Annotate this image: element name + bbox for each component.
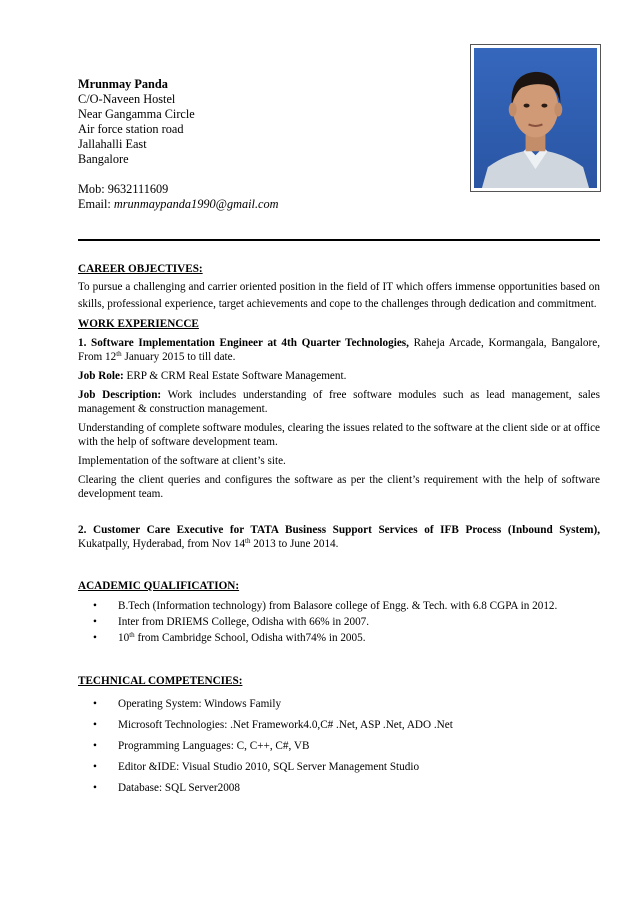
- academic-list: [78, 598, 600, 646]
- job1-paragraph: Understanding of complete software modules, clearing the issues related to the software at the client side or at office with the help of software development team.: [78, 422, 600, 448]
- job1-location: Raheja Arcade, Kormangala, Bangalore, From 12: [78, 337, 600, 363]
- academic-item-suffix: th: [129, 631, 135, 639]
- technical-item-text: Database: SQL Server2008: [118, 782, 240, 794]
- job1-role: [78, 369, 600, 383]
- email-line: [78, 197, 458, 212]
- job1-header: [78, 336, 600, 364]
- work-experience-heading: WORK EXPERIENCCE: [78, 318, 199, 330]
- job2-date-suffix: th: [245, 537, 251, 545]
- list-item: [78, 630, 600, 646]
- bullet-icon: •: [93, 632, 97, 644]
- list-item: [78, 778, 600, 799]
- technical-item-text: Operating System: Windows Family: [118, 698, 282, 710]
- job2-title: 2. Customer Care Executive for TATA Business Support Services of IFB Process (Inbound System),: [78, 524, 600, 536]
- email-address[interactable]: mrunmaypanda1990@gmail.com: [113, 197, 279, 211]
- job1-role-value: ERP & CRM Real Estate Software Management.: [123, 370, 347, 382]
- mobile-number: 9632111609: [107, 182, 169, 196]
- technical-item-text: Microsoft Technologies: .Net Framework4.0,C# .Net, ASP .Net, ADO .Net: [118, 719, 453, 731]
- bullet-icon: •: [93, 600, 97, 612]
- technical-item-text: Editor &IDE: Visual Studio 2010, SQL Server Management Studio: [118, 761, 420, 773]
- list-item: [78, 614, 600, 630]
- academic-qualification-heading: ACADEMIC QUALIFICATION:: [78, 580, 240, 592]
- job1-date-suffix: th: [116, 350, 122, 358]
- header-divider: [78, 239, 600, 241]
- job1-description-label: Job Description:: [78, 389, 162, 401]
- bullet-icon: •: [93, 740, 97, 752]
- address-line: Near Gangamma Circle: [78, 107, 195, 121]
- profile-photo-image: [474, 48, 597, 188]
- contact-header: [78, 77, 458, 212]
- list-item: [78, 694, 600, 715]
- bullet-icon: •: [93, 761, 97, 773]
- academic-item-number: 10: [118, 632, 130, 644]
- list-item: [78, 736, 600, 757]
- mobile-label: Mob:: [78, 182, 108, 196]
- address-line: C/O-Naveen Hostel: [78, 92, 176, 106]
- address-line: Jallahalli East: [78, 137, 147, 151]
- job1-paragraph: Implementation of the software at client’s site.: [78, 455, 286, 467]
- job1-paragraph: Clearing the client queries and configures the software as per the client’s requirement with the help of software development team.: [78, 474, 600, 500]
- academic-item-text: Inter from DRIEMS College, Odisha with 66% in 2007.: [118, 616, 370, 628]
- job2-date: 2013 to June 2014.: [250, 538, 339, 550]
- bullet-icon: •: [93, 719, 97, 731]
- email-label: Email:: [78, 197, 114, 211]
- job1-role-label: Job Role:: [78, 370, 124, 382]
- bullet-icon: •: [93, 782, 97, 794]
- academic-item-text: from Cambridge School, Odisha with74% in 2005.: [134, 632, 366, 644]
- job1-description: [78, 388, 600, 416]
- career-objectives-heading: CAREER OBJECTIVES:: [78, 263, 203, 275]
- career-objectives-text: To pursue a challenging and carrier oriented position in the field of IT which offers immense opportunities based on skills, professional experience, target achievements and cope to the challenges through dedication and commitment.: [78, 281, 600, 310]
- academic-item-text: B.Tech (Information technology) from Balasore college of Engg. & Tech. with 6.8 CGPA in 2012.: [118, 600, 558, 612]
- resume-body: [78, 262, 600, 799]
- bullet-icon: •: [93, 616, 97, 628]
- bullet-icon: •: [93, 698, 97, 710]
- technical-item-text: Programming Languages: C, C++, C#, VB: [118, 740, 310, 752]
- list-item: [78, 598, 600, 614]
- list-item: [78, 757, 600, 778]
- job2-location: Kukatpally, Hyderabad, from Nov 14: [78, 538, 246, 550]
- job1-description-value: Work includes understanding of free software modules such as lead management, sales management & construction management.: [78, 389, 600, 415]
- job1-title: 1. Software Implementation Engineer at 4th Quarter Technologies,: [78, 337, 409, 349]
- job1-date: January 2015 to till date.: [121, 351, 236, 363]
- profile-photo: [470, 44, 601, 192]
- technical-competencies-heading: TECHNICAL COMPETENCIES:: [78, 675, 243, 687]
- technical-list: [78, 694, 600, 799]
- list-item: [78, 715, 600, 736]
- address-line: Air force station road: [78, 122, 184, 136]
- candidate-name: Mrunmay Panda: [78, 77, 168, 91]
- address-line: Bangalore: [78, 152, 129, 166]
- job2-header: [78, 523, 600, 551]
- mobile-line: [78, 182, 458, 197]
